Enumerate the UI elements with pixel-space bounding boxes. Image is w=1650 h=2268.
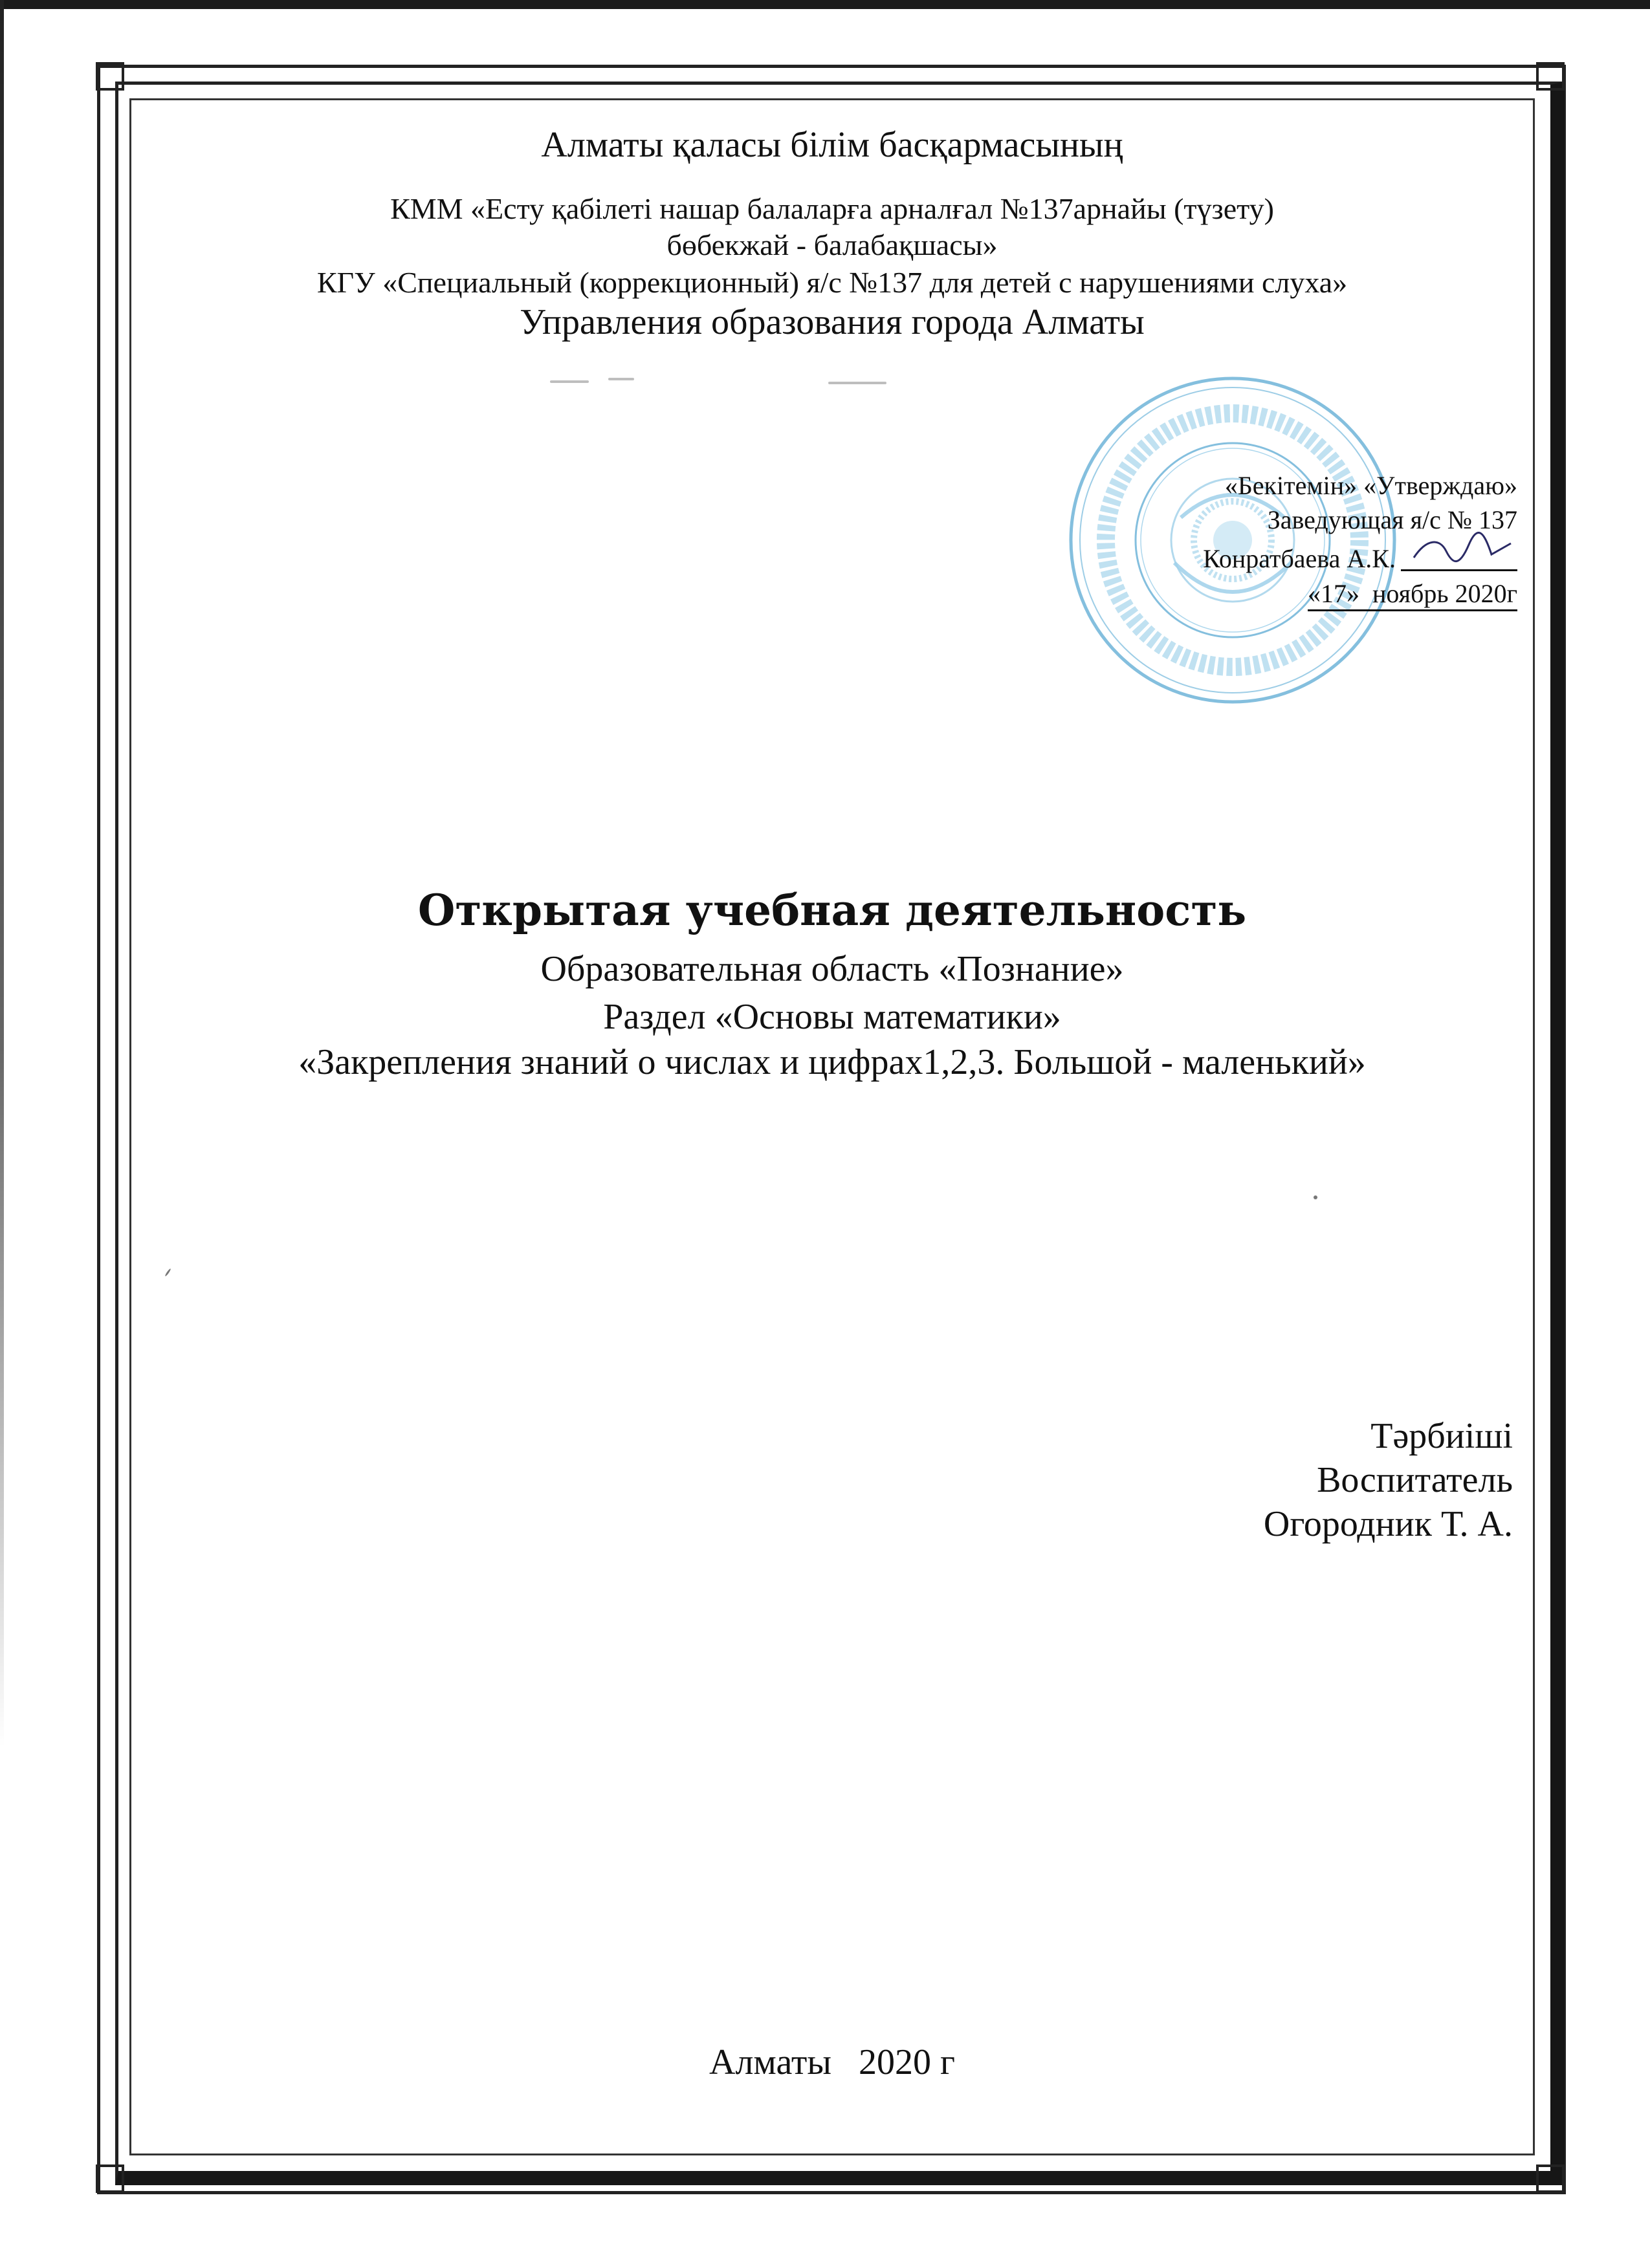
frame-corner-top-left <box>96 62 124 91</box>
scan-edge-top <box>0 0 1650 9</box>
approval-name: Конратбаева А.К. <box>1203 544 1396 574</box>
author-name: Огородник Т. А. <box>1263 1504 1513 1544</box>
scan-smudge <box>608 378 634 380</box>
approval-position: Заведующая я/с № 137 <box>1267 505 1517 535</box>
section-name: Раздел «Основы математики» <box>603 997 1061 1037</box>
scan-smudge <box>550 380 589 383</box>
frame-corner-bottom-left <box>96 2164 124 2193</box>
author-role-kz: Тәрбиіші <box>1370 1416 1513 1456</box>
header-line-2: КММ «Есту қабілеті нашар балаларға арналғал №137арнайы (түзету) <box>390 192 1274 225</box>
scan-speck <box>1314 1195 1317 1199</box>
approval-date <box>1203 576 1517 611</box>
header-line-5: Управления образования города Алматы <box>520 302 1145 342</box>
handwritten-signature <box>1401 537 1517 571</box>
frame-corner-bottom-right <box>1536 2164 1565 2193</box>
educational-area: Образовательная область «Познание» <box>540 949 1124 989</box>
approval-heading: «Бекітемін» «Утверждаю» <box>1224 471 1517 500</box>
approval-date-day: «17» <box>1308 579 1359 611</box>
author-role-ru: Воспитатель <box>1317 1460 1513 1500</box>
scan-edge-left <box>0 0 4 1747</box>
header-line-4: КГУ «Специальный (коррекционный) я/с №137 для детей с нарушениями слуха» <box>316 266 1348 299</box>
document-title: Открытая учебная деятельность <box>417 885 1247 935</box>
header-line-3: бөбекжай - балабақшасы» <box>666 228 998 261</box>
approval-signatory <box>1203 537 1517 576</box>
lesson-topic: «Закрепления знаний о числах и цифрах1,2,3. Большой - маленький» <box>298 1042 1366 1082</box>
approval-date-month-year: ноябрь 2020г <box>1359 579 1517 611</box>
header-line-1: Алматы қаласы білім басқармасының <box>541 125 1123 165</box>
approval-block <box>1203 468 1517 611</box>
scan-smudge <box>828 382 886 384</box>
frame-corner-top-right <box>1536 62 1565 91</box>
city-year: Алматы 2020 г <box>709 2042 955 2082</box>
